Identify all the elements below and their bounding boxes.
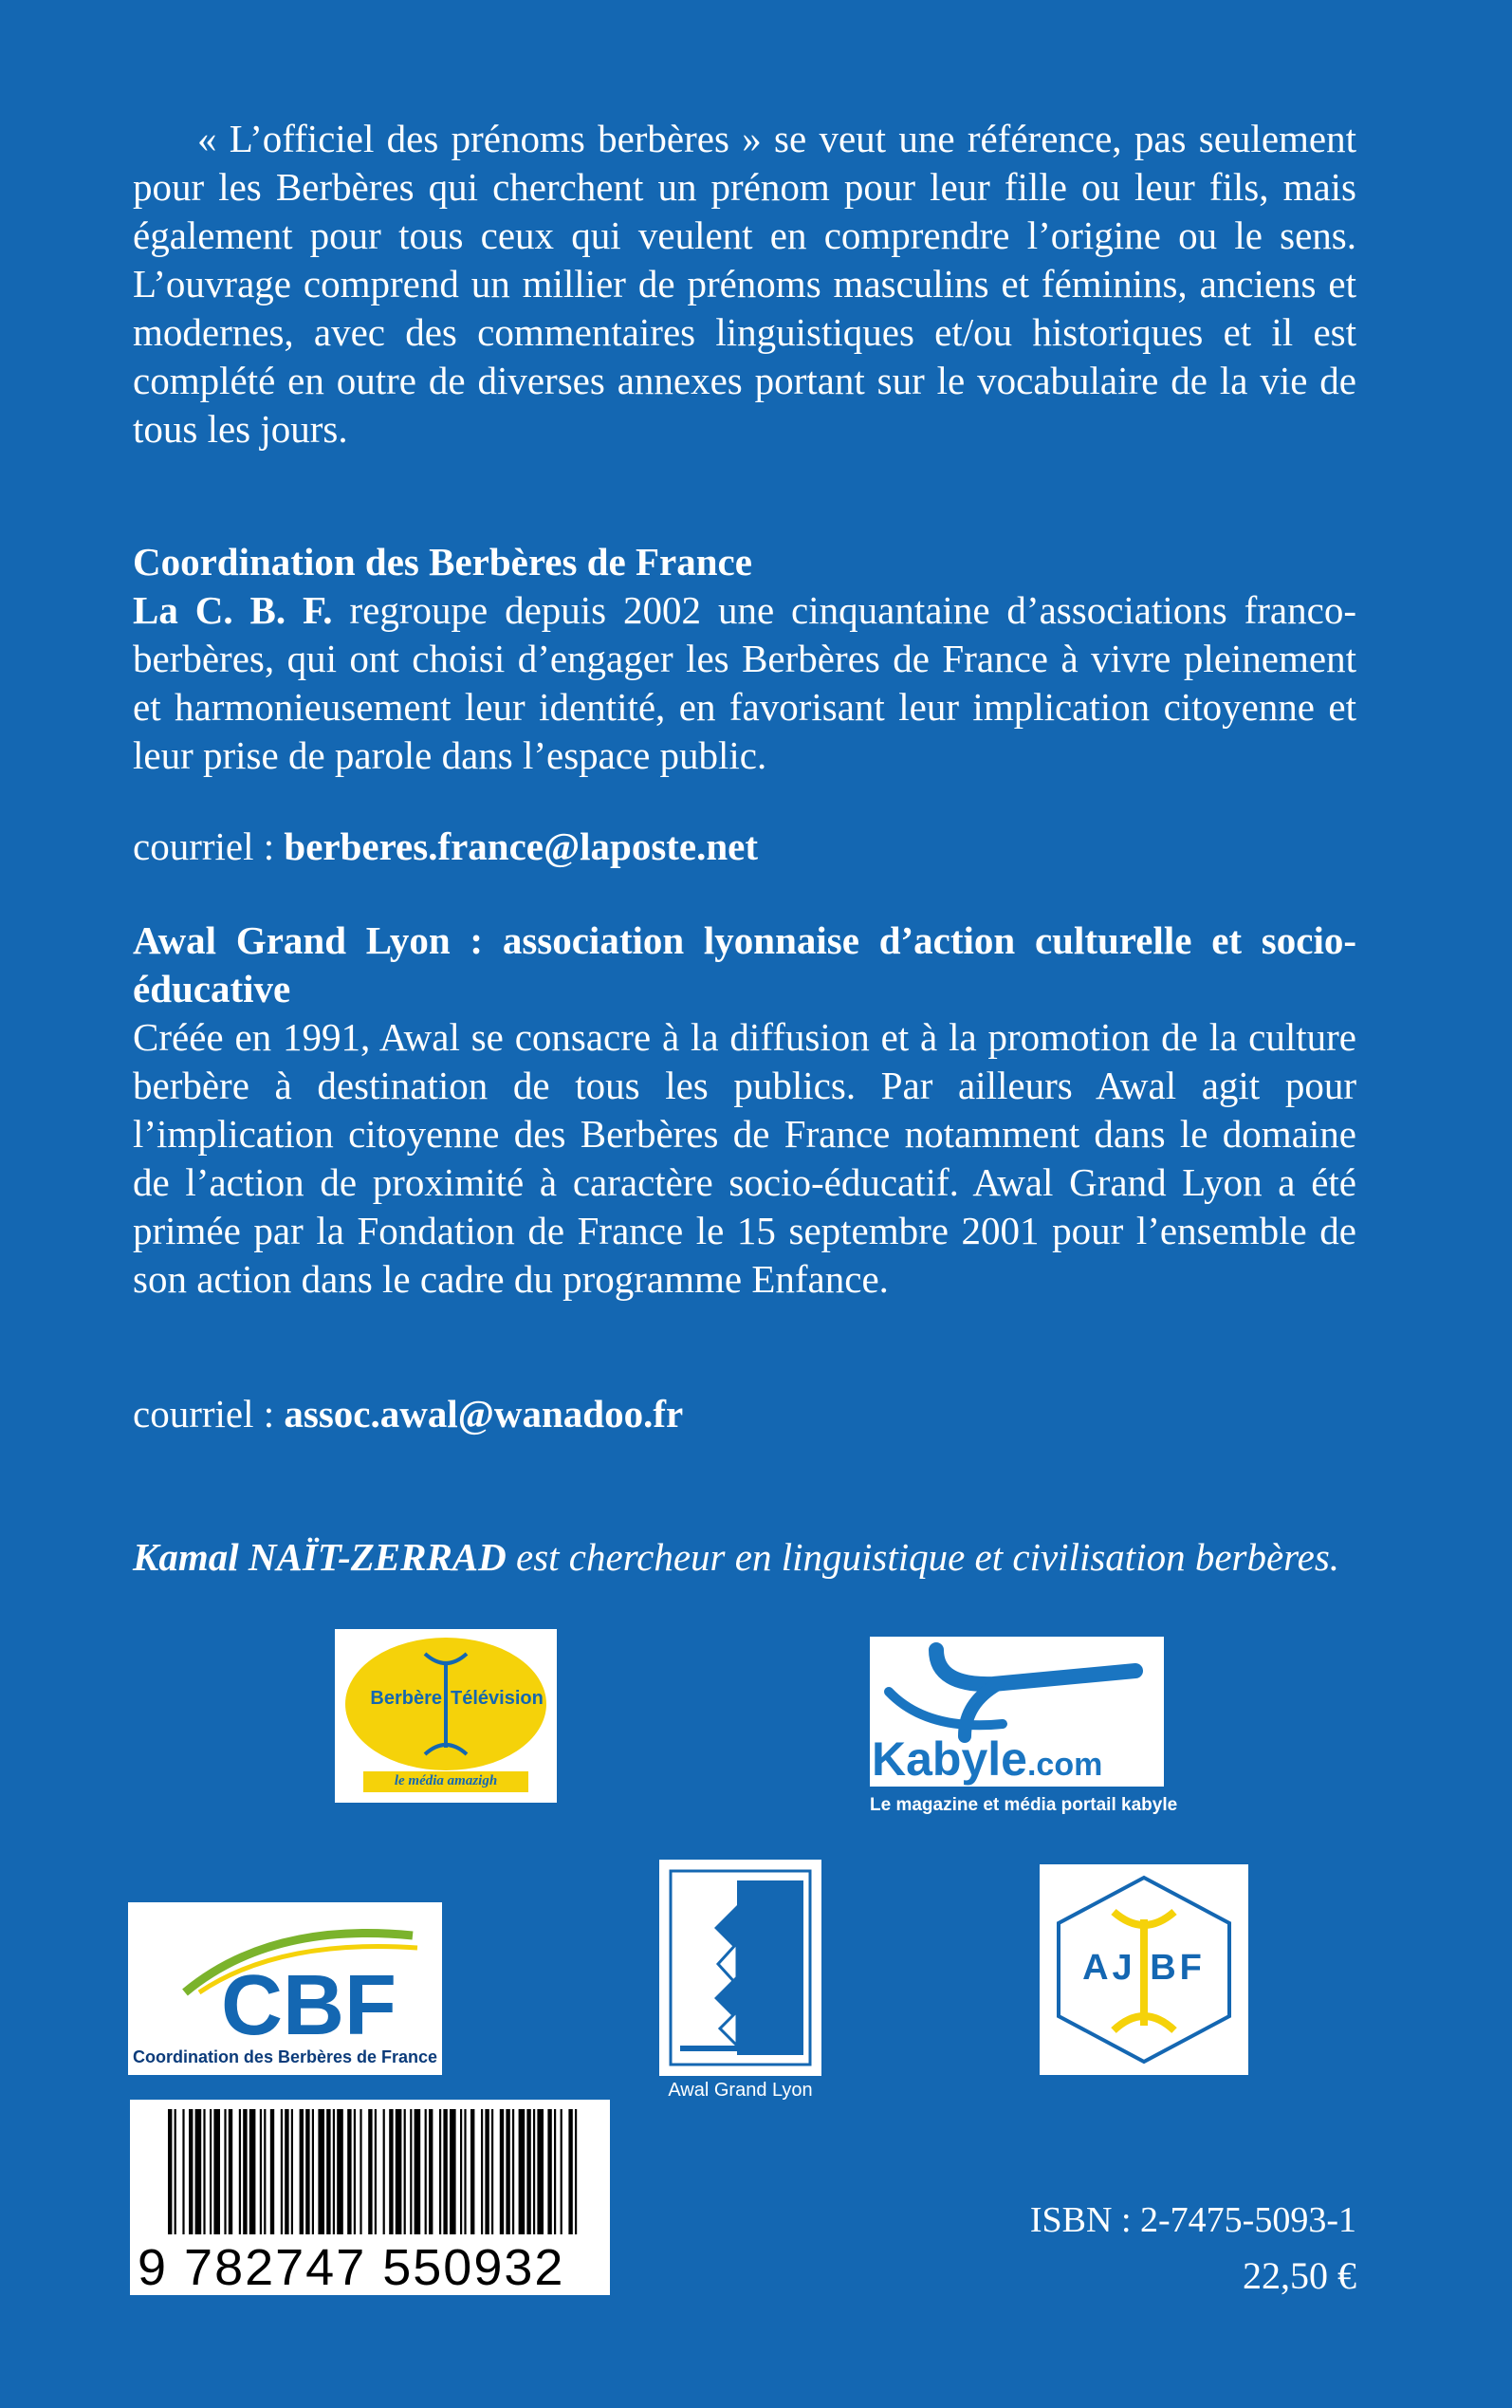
barcode-bar	[481, 2109, 483, 2234]
cbf-section	[133, 538, 1356, 780]
barcode-bar	[512, 2109, 514, 2234]
barcode-bar	[568, 2109, 572, 2234]
barcode-bar	[333, 2109, 335, 2234]
kabyle-logo	[870, 1637, 1164, 1787]
barcode-bar	[270, 2109, 274, 2234]
barcode-bar	[519, 2109, 526, 2234]
barcode-bar	[439, 2109, 441, 2234]
barcode-bar	[368, 2109, 372, 2234]
barcode-bar	[243, 2109, 247, 2234]
berbere-tv-line1: Berbère	[370, 1688, 442, 1709]
barcode-bar	[491, 2109, 493, 2234]
cbf-heading	[133, 538, 1356, 586]
barcode-bar	[189, 2109, 193, 2234]
barcode-bar	[575, 2109, 577, 2234]
kabyle-wordmark	[872, 1732, 1102, 1792]
barcode-bar	[281, 2109, 283, 2234]
cbf-text: regroupe depuis 2002 une cinquantaine d’associations franco-berbères, qui ont choisi d’engager les Berbères de France à vivre pleinement et harmonieusement leur identité, en favorisant leur implication citoyenne et leur prise de parole dans l’espace public.	[133, 588, 1356, 777]
barcode-bar	[213, 2109, 220, 2234]
barcode-bar	[533, 2109, 535, 2234]
berbere-tv-line2: Télévision	[451, 1688, 544, 1709]
barcode-bar	[554, 2109, 556, 2234]
barcode-bar	[354, 2109, 356, 2234]
awal-email-line	[133, 1390, 1356, 1438]
barcode-bar	[337, 2109, 343, 2234]
berbere-tv-logo	[335, 1629, 557, 1803]
barcode-bar	[547, 2109, 551, 2234]
barcode-bar	[239, 2109, 241, 2234]
awal-email-label: courriel :	[133, 1392, 285, 1436]
author-text: est chercheur en linguistique et civilisation berbères.	[506, 1535, 1340, 1579]
intro-paragraph	[133, 115, 1356, 454]
barcode-bar	[195, 2109, 202, 2234]
awal-heading-text: Awal Grand Lyon : association lyonnaise d’action culturelle et socio-éducative	[133, 918, 1356, 1010]
barcode-bar	[410, 2109, 412, 2234]
barcode-bar	[537, 2109, 544, 2234]
barcode-bar	[429, 2109, 433, 2234]
cbf-paragraph	[133, 586, 1356, 780]
awal-logo	[659, 1860, 821, 2076]
cbf-email-label: courriel :	[133, 824, 285, 868]
barcode-bar	[561, 2109, 562, 2234]
barcode-bar	[300, 2109, 304, 2234]
ajbf-name: AJ BF	[1082, 1948, 1206, 1988]
author-note	[133, 1533, 1356, 1582]
barcode-bar	[224, 2109, 226, 2234]
barcode-bar	[450, 2109, 456, 2234]
barcode-bar	[396, 2109, 402, 2234]
awal-caption: Awal Grand Lyon	[668, 2080, 813, 2101]
barcode-bar	[485, 2109, 489, 2234]
barcode-bar	[347, 2109, 351, 2234]
kabyle-caption: Le magazine et média portail kabyle	[870, 1795, 1178, 1815]
barcode-bar	[203, 2109, 205, 2234]
barcode-bar	[260, 2109, 262, 2234]
barcode-bar	[389, 2109, 393, 2234]
barcode-bar	[229, 2109, 232, 2234]
barcode-number: 9 782747 550932	[138, 2239, 565, 2296]
barcode-bar	[264, 2109, 266, 2234]
barcode-bar	[383, 2109, 385, 2234]
barcode-bar	[360, 2109, 361, 2234]
barcode-bar	[526, 2109, 530, 2234]
cbf-logo	[128, 1902, 442, 2075]
intro-text: « L’officiel des prénoms berbères » se veut une référence, pas seulement pour les Berbères qui cherchent un prénom pour leur fille ou leur fils, mais également pour tous ceux qui veulent en comprendre l’origine ou le sens. L’ouvrage comprend un millier de prénoms masculins et féminins, anciens et modernes, avec des commentaires linguistiques et/ou historiques et il est complété en outre de diverses annexes portant sur le vocabulaire de la vie de tous les jours.	[133, 117, 1356, 451]
barcode-bar	[312, 2109, 314, 2234]
awal-text: Créée en 1991, Awal se consacre à la diffusion et à la promotion de la culture berbère à destination de tous les publics. Par ailleurs Awal agit pour l’implication citoyenne des Berbères de France notamment dans le domaine de l’action de proximité à caractère socio-éducatif. Awal Grand Lyon a été primée par la Fondation de France le 15 septembre 2001 pour l’ensemble de son action dans le cadre du programme Enfance.	[133, 1015, 1356, 1301]
barcode-bar	[464, 2109, 466, 2234]
awal-section	[133, 917, 1356, 1304]
barcode-bar	[404, 2109, 406, 2234]
barcode-bar	[425, 2109, 427, 2234]
kabyle-suffix: .com	[1026, 1747, 1103, 1783]
barcode-bar	[210, 2109, 212, 2234]
cbf-lead: La C. B. F.	[133, 588, 333, 632]
barcode-bar	[443, 2109, 447, 2234]
barcode-bar	[375, 2109, 377, 2234]
cbf-heading-text: Coordination des Berbères de France	[133, 540, 752, 583]
barcode	[130, 2100, 610, 2295]
barcode-bar	[460, 2109, 462, 2234]
barcode-bar	[415, 2109, 421, 2234]
cbf-logo-tagline: Coordination des Berbères de France	[132, 2047, 438, 2066]
barcode-bar	[168, 2109, 172, 2234]
kabyle-name: Kabyle	[872, 1732, 1027, 1786]
barcode-bar	[175, 2109, 176, 2234]
ajbf-logo	[1040, 1864, 1248, 2075]
isbn: ISBN : 2-7475-5093-1	[1029, 2200, 1356, 2240]
barcode-bar	[182, 2109, 184, 2234]
barcode-bar	[470, 2109, 474, 2234]
barcode-bar	[285, 2109, 288, 2234]
price: 22,50 €	[1243, 2254, 1356, 2297]
barcode-bar	[500, 2109, 504, 2234]
barcode-bars	[130, 2100, 610, 2242]
awal-heading	[133, 917, 1356, 1013]
berbere-tv-tagline: le média amazigh	[394, 1773, 498, 1788]
barcode-bar	[305, 2109, 309, 2234]
barcode-bar	[291, 2109, 293, 2234]
awal-email[interactable]: assoc.awal@wanadoo.fr	[284, 1392, 684, 1436]
author-name: Kamal NAÏT-ZERRAD	[133, 1535, 507, 1579]
cbf-logo-name: CBF	[221, 1958, 396, 2053]
barcode-bar	[326, 2109, 330, 2234]
awal-graphic	[659, 1860, 821, 2076]
barcode-bar	[506, 2109, 509, 2234]
barcode-bar	[318, 2109, 324, 2234]
cbf-email-line	[133, 823, 1356, 871]
barcode-bar	[249, 2109, 256, 2234]
cbf-email[interactable]: berberes.france@laposte.net	[284, 824, 759, 868]
